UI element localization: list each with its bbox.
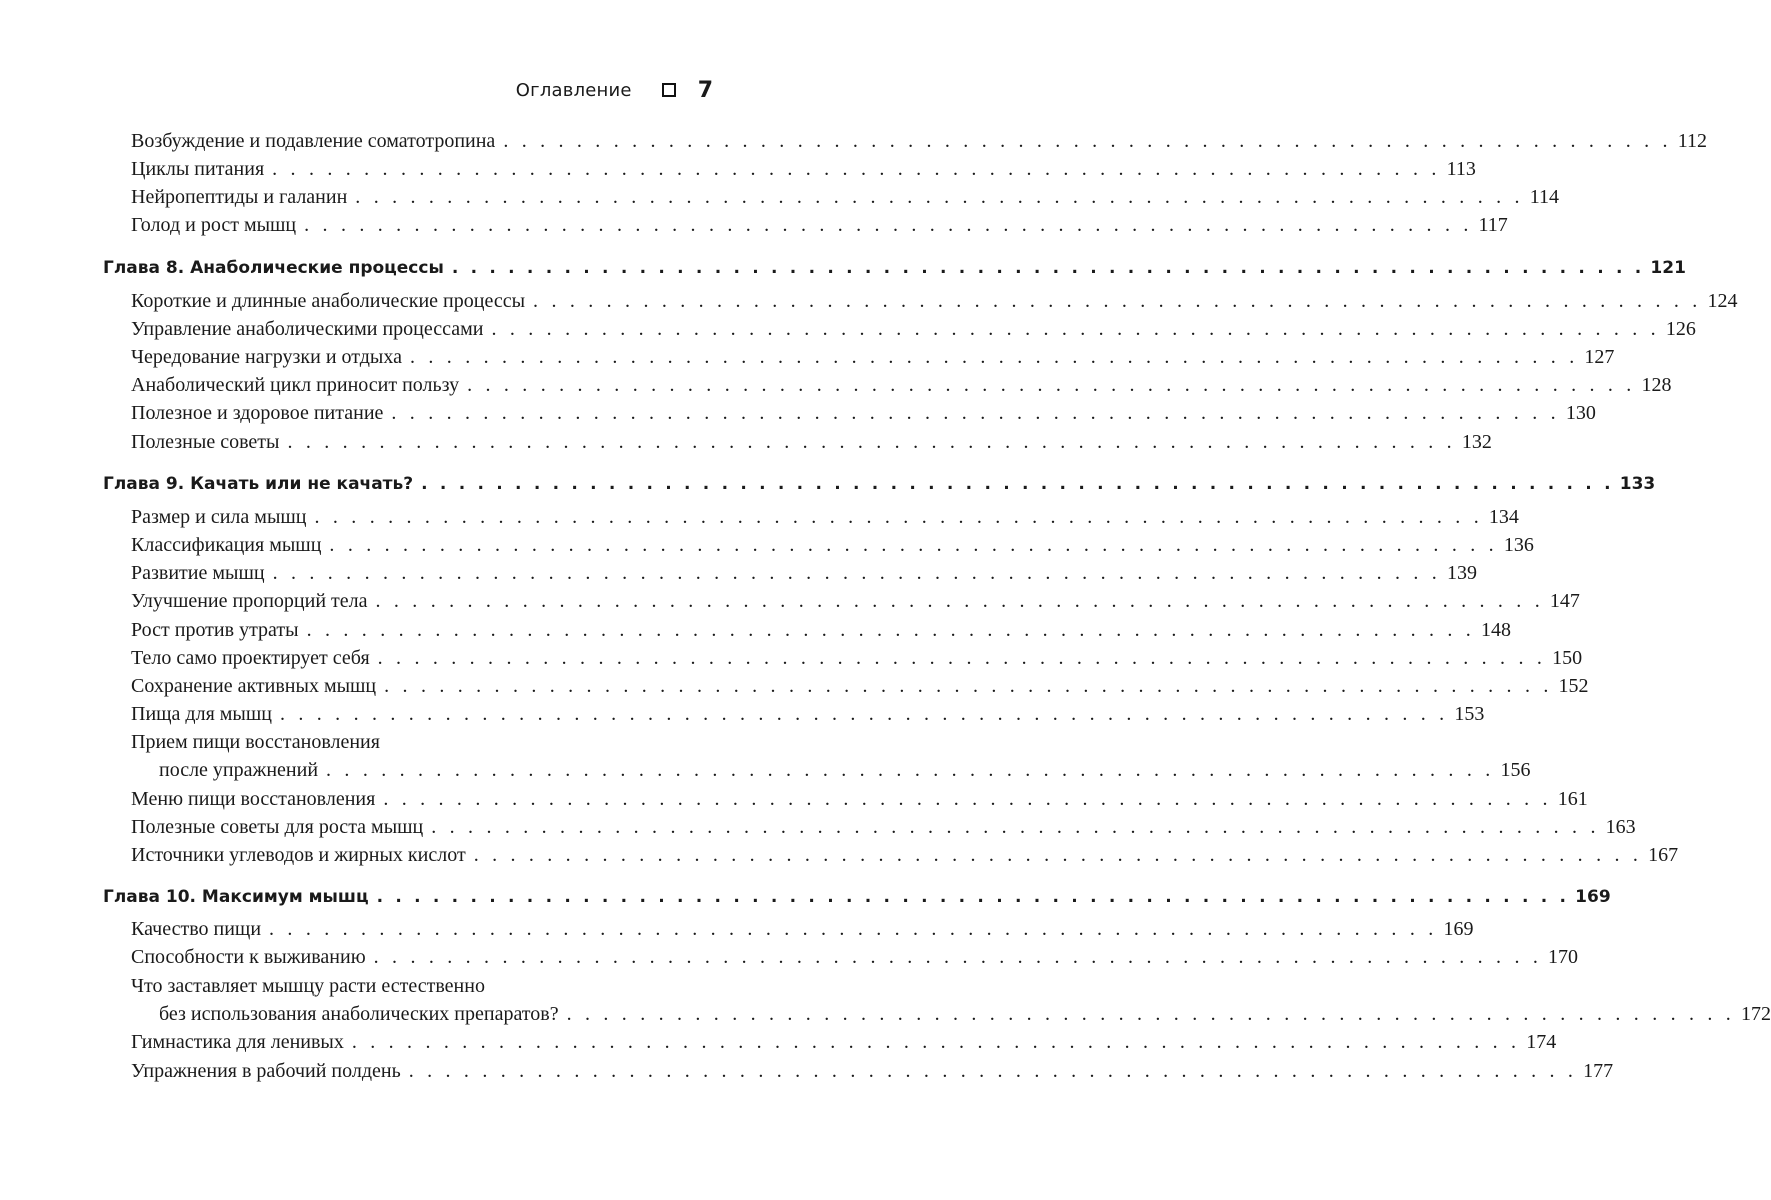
toc-entry-label: Сохранение активных мышц: [131, 675, 377, 697]
toc-entry-label: Циклы питания: [131, 158, 265, 180]
toc-entry[interactable]: [131, 130, 1707, 153]
toc-entry-page: 172: [1741, 1003, 1771, 1025]
toc-entry-page: 152: [1558, 675, 1589, 697]
toc-chapter-page: 169: [1575, 887, 1611, 907]
toc-entry[interactable]: [131, 816, 1636, 839]
toc-entry-page: 153: [1454, 703, 1485, 725]
toc-entry-label: Размер и сила мышц: [131, 506, 307, 528]
toc-entry-label: Классификация мышц: [131, 534, 322, 556]
header-title: Оглавление: [515, 80, 632, 101]
toc-entry[interactable]: [131, 675, 1589, 698]
toc-entry-label: Пища для мышц: [131, 703, 272, 725]
toc-entry-page: 156: [1500, 759, 1531, 781]
dot-leader: . . . . . . . . . . . . . . . . . . . . . . . . . . . . . . . . . . . . . . . . . . . . . . . . . . . . . . . . . . . . . . . .: [431, 816, 1600, 838]
dot-leader: . . . . . . . . . . . . . . . . . . . . . . . . . . . . . . . . . . . . . . . . . . . . . . . . . . . . . . . . . . . . . . . .: [304, 214, 1473, 236]
toc-entry-label: Чередование нагрузки и отдыха: [131, 346, 402, 368]
toc-entry-page: 147: [1549, 590, 1580, 612]
toc-entry-label: Улучшение пропорций тела: [131, 590, 368, 612]
toc-entry-label: Полезные советы: [131, 431, 280, 453]
dot-leader: . . . . . . . . . . . . . . . . . . . . . . . . . . . . . . . . . . . . . . . . . . . . . . . . . . . . . . . . . . . . . . . .: [272, 562, 1441, 584]
toc-entry-label: Анаболический цикл приносит пользу: [131, 374, 460, 396]
toc-chapter-label: Глава 8. Анаболические процессы: [103, 258, 444, 278]
toc-entry-label: Способности к выживанию: [131, 946, 366, 968]
toc-entry-page: 167: [1648, 844, 1679, 866]
toc-entry-page: 114: [1529, 186, 1559, 208]
toc-entry-label: Голод и рост мышц: [131, 214, 297, 236]
toc-entry-label: Гимнастика для ленивых: [131, 1031, 344, 1053]
toc-entry-page: 136: [1503, 534, 1534, 556]
running-header: [0, 78, 713, 103]
dot-leader: . . . . . . . . . . . . . . . . . . . . . . . . . . . . . . . . . . . . . . . . . . . . . . . . . . . . . . . . . . . . . . . .: [421, 474, 1614, 494]
dot-leader: . . . . . . . . . . . . . . . . . . . . . . . . . . . . . . . . . . . . . . . . . . . . . . . . . . . . . . . . . . . . . . . .: [391, 402, 1560, 424]
toc-entry[interactable]: [131, 506, 1519, 529]
toc-entry[interactable]: [131, 590, 1580, 613]
toc-entry-label: Меню пищи восстановления: [131, 788, 376, 810]
dot-leader: . . . . . . . . . . . . . . . . . . . . . . . . . . . . . . . . . . . . . . . . . . . . . . . . . . . . . . . . . . . . . . . .: [329, 534, 1498, 556]
toc-entry-page: 161: [1557, 788, 1588, 810]
dot-leader: . . . . . . . . . . . . . . . . . . . . . . . . . . . . . . . . . . . . . . . . . . . . . . . . . . . . . . . . . . . . . . . .: [383, 788, 1552, 810]
toc-entry-label: Возбуждение и подавление соматотропина: [131, 130, 496, 152]
toc-entry-page: 112: [1677, 130, 1707, 152]
toc-entry-page: 124: [1707, 290, 1738, 312]
toc-entry-page: 126: [1665, 318, 1696, 340]
dot-leader: . . . . . . . . . . . . . . . . . . . . . . . . . . . . . . . . . . . . . . . . . . . . . . . . . . . . . . . . . . . . . . . .: [272, 158, 1441, 180]
toc-entry[interactable]: [131, 619, 1511, 642]
dot-leader: . . . . . . . . . . . . . . . . . . . . . . . . . . . . . . . . . . . . . . . . . . . . . . . . . . . . . . . . . . . . . . . .: [375, 590, 1544, 612]
toc-chapter[interactable]: [103, 474, 1656, 494]
dot-leader: . . . . . . . . . . . . . . . . . . . . . . . . . . . . . . . . . . . . . . . . . . . . . . . . . . . . . . . . . . . . . . . .: [410, 346, 1579, 368]
toc-entry-continuation[interactable]: [159, 1003, 1771, 1026]
toc-entry-label: Тело само проектирует себя: [131, 647, 370, 669]
dot-leader: . . . . . . . . . . . . . . . . . . . . . . . . . . . . . . . . . . . . . . . . . . . . . . . . . . . . . . . . . . . . . . . .: [355, 186, 1524, 208]
toc-entry[interactable]: [131, 186, 1559, 209]
toc-entry[interactable]: [131, 703, 1485, 726]
toc-entry[interactable]: [131, 158, 1476, 181]
toc-chapter-page: 133: [1619, 474, 1656, 494]
toc-entry-label: Нейропептиды и галанин: [131, 186, 348, 208]
toc-entry-label: Развитие мышц: [131, 562, 265, 584]
toc-entry-label: Рост против утраты: [131, 619, 299, 641]
dot-leader: . . . . . . . . . . . . . . . . . . . . . . . . . . . . . . . . . . . . . . . . . . . . . . . . . . . . . . . . . . . . . . . .: [351, 1031, 1521, 1053]
toc-entry[interactable]: [131, 402, 1596, 425]
toc-entry-label: Управление анаболическими процессами: [131, 318, 484, 340]
toc-entry-page: 127: [1584, 346, 1615, 368]
dot-leader: . . . . . . . . . . . . . . . . . . . . . . . . . . . . . . . . . . . . . . . . . . . . . . . . . . . . . . . . . . . . . . . .: [408, 1060, 1578, 1082]
toc-entry[interactable]: [131, 647, 1583, 670]
toc-entry[interactable]: [131, 844, 1679, 867]
toc-entry-label: Упражнения в рабочий полдень: [131, 1060, 401, 1082]
dot-leader: . . . . . . . . . . . . . . . . . . . . . . . . . . . . . . . . . . . . . . . . . . . . . . . . . . . . . . . . . . . . . . . .: [326, 759, 1495, 781]
toc-entry-label: Полезное и здоровое питание: [131, 402, 384, 424]
dot-leader: . . . . . . . . . . . . . . . . . . . . . . . . . . . . . . . . . . . . . . . . . . . . . . . . . . . . . . . . . . . . . . . .: [377, 647, 1547, 669]
toc-entry-label: Качество пищи: [131, 918, 262, 940]
dot-leader: . . . . . . . . . . . . . . . . . . . . . . . . . . . . . . . . . . . . . . . . . . . . . . . . . . . . . . . . . . . . . . . .: [314, 506, 1483, 528]
toc-chapter[interactable]: [103, 258, 1686, 278]
toc-entry-label: Что заставляет мышцу расти естественно: [131, 975, 485, 997]
toc-entry-label: Короткие и длинные анаболические процессы: [131, 290, 526, 312]
toc-entry-label: после упражнений: [159, 759, 319, 781]
dot-leader: . . . . . . . . . . . . . . . . . . . . . . . . . . . . . . . . . . . . . . . . . . . . . . . . . . . . . . . . . . . . . . . .: [287, 431, 1456, 453]
toc-entry[interactable]: [131, 975, 713, 998]
toc-entry[interactable]: [131, 918, 1474, 941]
toc-entry[interactable]: [131, 346, 1615, 369]
dot-leader: . . . . . . . . . . . . . . . . . . . . . . . . . . . . . . . . . . . . . . . . . . . . . . . . . . . . . . . . . . . . . . . .: [376, 887, 1570, 907]
dot-leader: . . . . . . . . . . . . . . . . . . . . . . . . . . . . . . . . . . . . . . . . . . . . . . . . . . . . . . . . . . . . . . . .: [533, 290, 1702, 312]
dot-leader: . . . . . . . . . . . . . . . . . . . . . . . . . . . . . . . . . . . . . . . . . . . . . . . . . . . . . . . . . . . . . . . .: [384, 675, 1553, 697]
toc-entry[interactable]: [131, 946, 1579, 969]
dot-leader: . . . . . . . . . . . . . . . . . . . . . . . . . . . . . . . . . . . . . . . . . . . . . . . . . . . . . . . . . . . . . . . .: [373, 946, 1543, 968]
toc-entry-page: 132: [1461, 431, 1492, 453]
toc-entry[interactable]: [131, 318, 1696, 341]
toc-entry[interactable]: [131, 1031, 1557, 1054]
dot-leader: . . . . . . . . . . . . . . . . . . . . . . . . . . . . . . . . . . . . . . . . . . . . . . . . . . . . . . . . . . . . . . . .: [279, 703, 1449, 725]
dot-leader: . . . . . . . . . . . . . . . . . . . . . . . . . . . . . . . . . . . . . . . . . . . . . . . . . . . . . . . . . . . . . . . .: [491, 318, 1660, 340]
toc-entry-page: 128: [1641, 374, 1672, 396]
toc-entry-page: 169: [1443, 918, 1474, 940]
toc-entry[interactable]: [131, 788, 1588, 811]
dot-leader: . . . . . . . . . . . . . . . . . . . . . . . . . . . . . . . . . . . . . . . . . . . . . . . . . . . . . . . . . . . . . . . .: [473, 844, 1643, 866]
toc-entry-continuation[interactable]: [159, 759, 1531, 782]
toc-entry[interactable]: [131, 562, 1477, 585]
toc-entry-page: 117: [1478, 214, 1508, 236]
toc-entry-page: 113: [1446, 158, 1476, 180]
header-page-number: 7: [697, 78, 713, 103]
toc-chapter-label: Глава 10. Максимум мышц: [103, 887, 369, 907]
toc-entry-page: 163: [1605, 816, 1636, 838]
toc-entry[interactable]: [131, 731, 713, 754]
toc-chapter[interactable]: [103, 887, 1611, 907]
toc-entry[interactable]: [131, 1060, 1614, 1083]
toc-entry-page: 177: [1583, 1060, 1614, 1082]
toc-entry-page: 130: [1565, 402, 1596, 424]
toc-entry-page: 134: [1488, 506, 1519, 528]
toc-entry-page: 150: [1552, 647, 1583, 669]
toc-entry-label: Источники углеводов и жирных кислот: [131, 844, 466, 866]
toc-entry[interactable]: [131, 534, 1534, 557]
toc-entry[interactable]: [131, 374, 1672, 397]
toc-chapter-page: 121: [1650, 258, 1686, 278]
toc-entry-label: Прием пищи восстановления: [131, 731, 380, 753]
dot-leader: . . . . . . . . . . . . . . . . . . . . . . . . . . . . . . . . . . . . . . . . . . . . . . . . . . . . . . . . . . . . . . . .: [269, 918, 1438, 940]
dot-leader: . . . . . . . . . . . . . . . . . . . . . . . . . . . . . . . . . . . . . . . . . . . . . . . . . . . . . . . . . . . . . . . .: [306, 619, 1475, 641]
toc-entry-page: 148: [1481, 619, 1511, 641]
dot-leader: . . . . . . . . . . . . . . . . . . . . . . . . . . . . . . . . . . . . . . . . . . . . . . . . . . . . . . . . . . . . . . . .: [467, 374, 1636, 396]
toc-chapter-label: Глава 9. Качать или не качать?: [103, 474, 414, 494]
toc-entry[interactable]: [131, 431, 1492, 454]
toc-entry[interactable]: [131, 290, 1738, 313]
dot-leader: . . . . . . . . . . . . . . . . . . . . . . . . . . . . . . . . . . . . . . . . . . . . . . . . . . . . . . . . . . . . . . . .: [503, 130, 1672, 152]
toc-entry-page: 139: [1446, 562, 1477, 584]
toc-entry-page: 174: [1526, 1031, 1557, 1053]
square-bullet-icon: [662, 83, 676, 97]
toc-entry-page: 170: [1548, 946, 1579, 968]
dot-leader: . . . . . . . . . . . . . . . . . . . . . . . . . . . . . . . . . . . . . . . . . . . . . . . . . . . . . . . . . . . . . . . .: [566, 1003, 1736, 1025]
toc-entry-label: без использования анаболических препаратов?: [159, 1003, 559, 1025]
dot-leader: . . . . . . . . . . . . . . . . . . . . . . . . . . . . . . . . . . . . . . . . . . . . . . . . . . . . . . . . . . . . . . . .: [451, 258, 1645, 278]
toc-entry[interactable]: [131, 214, 1508, 237]
toc-entry-label: Полезные советы для роста мышц: [131, 816, 424, 838]
